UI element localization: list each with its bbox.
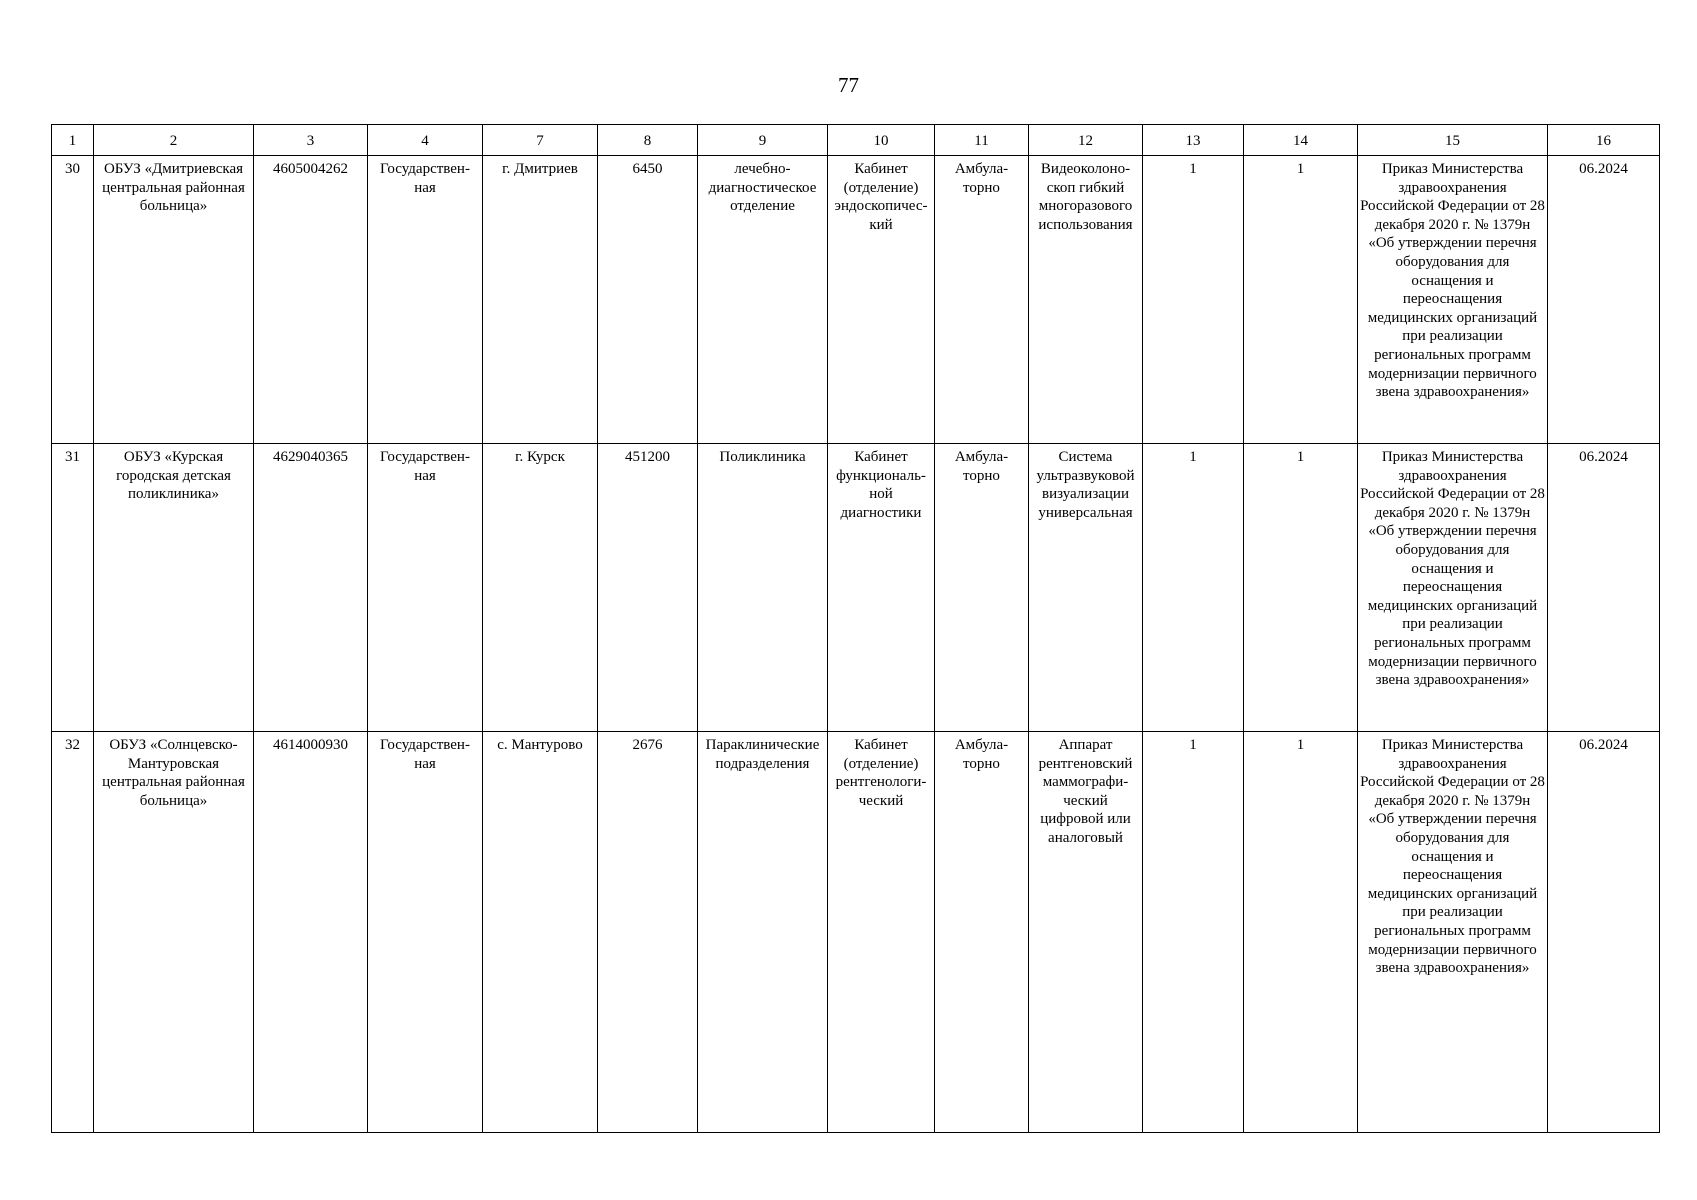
header-cell: 3	[254, 125, 368, 156]
population: 2676	[598, 732, 698, 1133]
equipment-name: Видеоколоно- скоп гибкий многоразового использования	[1029, 156, 1143, 444]
unit-name: лечебно- диагностическое отделение	[698, 156, 828, 444]
row-number: 30	[52, 156, 94, 444]
quantity-col13: 1	[1143, 444, 1244, 732]
care-type: Амбула- торно	[935, 156, 1029, 444]
locality: с. Мантурово	[483, 732, 598, 1133]
quantity-col13: 1	[1143, 732, 1244, 1133]
unit-name: Поликлиника	[698, 444, 828, 732]
legal-basis: Приказ Министерства здравоохранения Российской Федерации от 28 декабря 2020 г. № 1379н «Об утверждении перечня оборудования для оснащения и переоснащения медицинских организаций при реализации региональных программ модернизации первичного звена здравоохранения»	[1358, 444, 1548, 732]
table-row	[52, 732, 1660, 1133]
legal-basis: Приказ Министерства здравоохранения Российской Федерации от 28 декабря 2020 г. № 1379н «Об утверждении перечня оборудования для оснащения и переоснащения медицинских организаций при реализации региональных программ модернизации первичного звена здравоохранения»	[1358, 732, 1548, 1133]
due-date: 06.2024	[1548, 732, 1660, 1133]
department-name: Кабинет функциональ- ной диагностики	[828, 444, 935, 732]
inn-value: 4605004262	[254, 156, 368, 444]
header-cell: 14	[1244, 125, 1358, 156]
header-cell: 16	[1548, 125, 1660, 156]
page-number: 77	[838, 73, 859, 97]
organization-name: ОБУЗ «Курская городская детская поликлиника»	[94, 444, 254, 732]
ownership-form: Государствен- ная	[368, 444, 483, 732]
quantity-col14: 1	[1244, 732, 1358, 1133]
header-cell: 7	[483, 125, 598, 156]
header-cell: 13	[1143, 125, 1244, 156]
row-number: 31	[52, 444, 94, 732]
equipment-name: Система ультразвуковой визуализации универсальная	[1029, 444, 1143, 732]
header-cell: 8	[598, 125, 698, 156]
header-cell: 2	[94, 125, 254, 156]
organization-name: ОБУЗ «Солнцевско-Мантуровская центральная районная больница»	[94, 732, 254, 1133]
ownership-form: Государствен- ная	[368, 732, 483, 1133]
due-date: 06.2024	[1548, 444, 1660, 732]
header-cell: 9	[698, 125, 828, 156]
locality: г. Курск	[483, 444, 598, 732]
header-cell: 4	[368, 125, 483, 156]
header-cell: 11	[935, 125, 1029, 156]
header-row	[52, 125, 1660, 156]
due-date: 06.2024	[1548, 156, 1660, 444]
header-cell: 1	[52, 125, 94, 156]
inn-value: 4629040365	[254, 444, 368, 732]
care-type: Амбула- торно	[935, 444, 1029, 732]
unit-name: Параклинические подразделения	[698, 732, 828, 1133]
legal-basis: Приказ Министерства здравоохранения Российской Федерации от 28 декабря 2020 г. № 1379н «Об утверждении перечня оборудования для оснащения и переоснащения медицинских организаций при реализации региональных программ модернизации первичного звена здравоохранения»	[1358, 156, 1548, 444]
header-cell: 10	[828, 125, 935, 156]
equipment-table	[51, 124, 1660, 1133]
department-name: Кабинет (отделение) эндоскопичес- кий	[828, 156, 935, 444]
population: 451200	[598, 444, 698, 732]
ownership-form: Государствен- ная	[368, 156, 483, 444]
header-cell: 15	[1358, 125, 1548, 156]
inn-value: 4614000930	[254, 732, 368, 1133]
equipment-name: Аппарат рентгеновский маммографи- ческий цифровой или аналоговый	[1029, 732, 1143, 1133]
population: 6450	[598, 156, 698, 444]
quantity-col13: 1	[1143, 156, 1244, 444]
table-row	[52, 444, 1660, 732]
locality: г. Дмитриев	[483, 156, 598, 444]
organization-name: ОБУЗ «Дмитриевская центральная районная больница»	[94, 156, 254, 444]
quantity-col14: 1	[1244, 156, 1358, 444]
department-name: Кабинет (отделение) рентгенологи- ческий	[828, 732, 935, 1133]
table-row	[52, 156, 1660, 444]
row-number: 32	[52, 732, 94, 1133]
care-type: Амбула- торно	[935, 732, 1029, 1133]
header-cell: 12	[1029, 125, 1143, 156]
quantity-col14: 1	[1244, 444, 1358, 732]
